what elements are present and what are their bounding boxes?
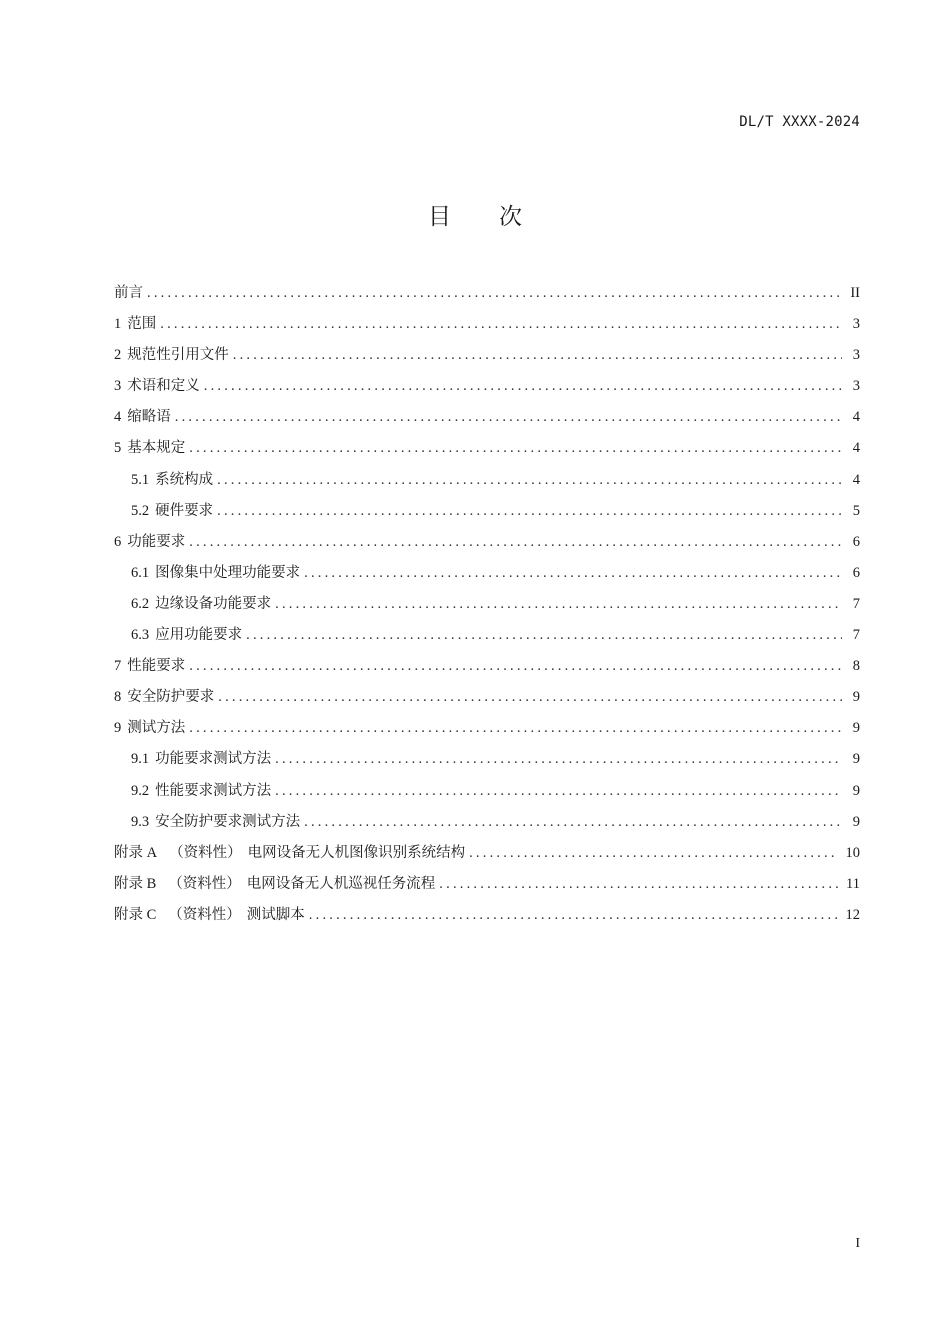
document-code: DL/T XXXX-2024 [739, 114, 860, 130]
toc-entry-page: 4 [852, 471, 860, 488]
toc-entry-label [131, 496, 213, 527]
toc-entry-number: 5.2 [131, 502, 150, 519]
toc-dot-leader [217, 465, 842, 496]
toc-entry-title: 测试脚本 [246, 906, 305, 923]
toc-entry[interactable] [114, 465, 860, 496]
toc-dot-leader [189, 651, 842, 682]
toc-entry-title: 范围 [127, 316, 157, 333]
toc-entry-title: 功能要求测试方法 [155, 751, 272, 768]
toc-entry-number: 5 [114, 440, 122, 457]
toc-entry-number: 2 [114, 347, 122, 364]
toc-entry-title: 测试方法 [127, 720, 186, 737]
toc-entry[interactable] [114, 776, 860, 807]
toc-entry-number: 9.3 [131, 813, 150, 830]
toc-entry-label [114, 433, 185, 464]
toc-entry[interactable] [114, 527, 860, 558]
toc-entry-title: 基本规定 [127, 440, 186, 457]
toc-entry[interactable] [114, 744, 860, 775]
toc-entry-label [114, 682, 214, 713]
toc-entry-number: 9.1 [131, 751, 150, 768]
toc-entry-number: 9.2 [131, 782, 150, 799]
toc-entry-title: 术语和定义 [127, 378, 200, 395]
toc-title-char-1: 目 [428, 204, 451, 230]
toc-entry-title: 系统构成 [155, 471, 214, 488]
toc-entry[interactable] [114, 900, 860, 931]
toc-dot-leader [275, 589, 842, 620]
toc-entry-title: 电网设备无人机图像识别系统结构 [247, 844, 466, 861]
toc-entry-number: 6.2 [131, 595, 150, 612]
toc-entry-label [131, 589, 271, 620]
toc-entry-page: 4 [852, 440, 860, 457]
toc-entry-label [114, 371, 200, 402]
toc-entry[interactable] [114, 589, 860, 620]
toc-entry-label [114, 278, 143, 309]
toc-entry-label [114, 340, 229, 371]
toc-entry-label [114, 869, 435, 900]
toc-entry-label [131, 465, 213, 496]
toc-entry-title: 图像集中处理功能要求 [155, 564, 301, 581]
toc-dot-leader [218, 682, 842, 713]
toc-entry-title: 边缘设备功能要求 [155, 595, 272, 612]
toc-dot-leader [304, 558, 842, 589]
toc-dot-leader [204, 371, 842, 402]
toc-entry-label [131, 620, 242, 651]
toc-entry-number: 附录 B [114, 875, 157, 892]
toc-entry-page: 9 [852, 720, 860, 737]
toc-entry-title: 缩略语 [127, 409, 171, 426]
toc-entry-title: 规范性引用文件 [127, 347, 229, 364]
toc-entry-page: 8 [852, 658, 860, 675]
toc-dot-leader [189, 527, 842, 558]
toc-entry-number: 3 [114, 378, 122, 395]
toc-entry-label [114, 713, 185, 744]
toc-entry-label [131, 744, 271, 775]
toc-entry-page: 6 [852, 564, 860, 581]
toc-dot-leader [469, 838, 837, 869]
toc-entry-label [114, 402, 171, 433]
toc-entry-annex-type: （资料性） [169, 844, 242, 861]
toc-entry-title: 功能要求 [127, 533, 186, 550]
toc-entry-title: 安全防护要求测试方法 [155, 813, 301, 830]
toc-entry[interactable] [114, 620, 860, 651]
toc-title [0, 198, 950, 231]
toc-entry-page: 10 [845, 844, 860, 861]
toc-entry-title: 前言 [114, 285, 143, 301]
toc-entry-number: 5.1 [131, 471, 150, 488]
toc-dot-leader [175, 402, 842, 433]
toc-entry[interactable] [114, 869, 860, 900]
toc-entry[interactable] [114, 713, 860, 744]
toc-entry-number: 6 [114, 533, 122, 550]
toc-entry-title: 安全防护要求 [127, 689, 215, 706]
toc-dot-leader [304, 807, 842, 838]
toc-dot-leader [147, 278, 842, 309]
toc-entry-title: 性能要求 [127, 658, 186, 675]
toc-dot-leader [275, 776, 842, 807]
toc-entry-title: 电网设备无人机巡视任务流程 [246, 875, 436, 892]
toc-entry[interactable] [114, 278, 860, 309]
toc-entry[interactable] [114, 402, 860, 433]
toc-entry-page: 9 [852, 689, 860, 706]
toc-entry-page: 11 [846, 875, 860, 892]
toc-entry[interactable] [114, 371, 860, 402]
toc-dot-leader [189, 433, 842, 464]
toc-entry-label [131, 558, 300, 589]
toc-entry-title: 性能要求测试方法 [155, 782, 272, 799]
toc-entry-label [131, 807, 300, 838]
toc-entry[interactable] [114, 807, 860, 838]
toc-entry[interactable] [114, 433, 860, 464]
toc-entry-page: 3 [852, 347, 860, 364]
toc-entry-label [114, 309, 156, 340]
toc-entry[interactable] [114, 682, 860, 713]
toc-entry-title: 应用功能要求 [155, 627, 243, 644]
toc-dot-leader [217, 496, 842, 527]
toc-entry-annex-type: （资料性） [168, 875, 241, 892]
toc-entry-page: 7 [852, 595, 860, 612]
toc-title-char-2: 次 [499, 204, 522, 230]
toc-entry-number: 4 [114, 409, 122, 426]
toc-entry-page: 3 [852, 378, 860, 395]
toc-dot-leader [439, 869, 838, 900]
toc-entry-page: 4 [852, 409, 860, 426]
toc-entry-page: 9 [852, 813, 860, 830]
toc-entry-number: 1 [114, 316, 122, 333]
toc-entry-page: II [850, 285, 860, 301]
toc-entry-number: 附录 C [114, 906, 157, 923]
toc-entry-number: 6.1 [131, 564, 150, 581]
toc-dot-leader [275, 744, 842, 775]
toc-entry[interactable] [114, 651, 860, 682]
toc-entry-label [114, 838, 465, 869]
toc-entry-number: 8 [114, 689, 122, 706]
toc-entry-label [114, 900, 305, 931]
toc-entry-page: 6 [852, 533, 860, 550]
toc-dot-leader [246, 620, 842, 651]
toc-entry[interactable] [114, 340, 860, 371]
toc-entry-page: 9 [852, 751, 860, 768]
toc-entry[interactable] [114, 309, 860, 340]
toc-entry-page: 12 [845, 906, 860, 923]
toc-entry-page: 9 [852, 782, 860, 799]
toc-entry-number: 9 [114, 720, 122, 737]
toc-entry-number: 7 [114, 658, 122, 675]
toc-entry-title: 硬件要求 [155, 502, 214, 519]
toc-entry-label [131, 776, 271, 807]
toc-entry-page: 7 [852, 627, 860, 644]
toc-dot-leader [189, 713, 842, 744]
toc-entry-annex-type: （资料性） [168, 906, 241, 923]
toc-entry-number: 6.3 [131, 627, 150, 644]
toc-entry-page: 3 [852, 316, 860, 333]
toc-dot-leader [309, 900, 838, 931]
toc-entry-label [114, 651, 185, 682]
table-of-contents [114, 278, 860, 931]
page-number: I [855, 1236, 860, 1251]
toc-entry-label [114, 527, 185, 558]
toc-entry[interactable] [114, 496, 860, 527]
toc-dot-leader [233, 340, 842, 371]
toc-entry-number: 附录 A [114, 844, 158, 861]
toc-entry-page: 5 [852, 502, 860, 519]
toc-dot-leader [160, 309, 842, 340]
toc-entry[interactable] [114, 558, 860, 589]
toc-entry[interactable] [114, 838, 860, 869]
